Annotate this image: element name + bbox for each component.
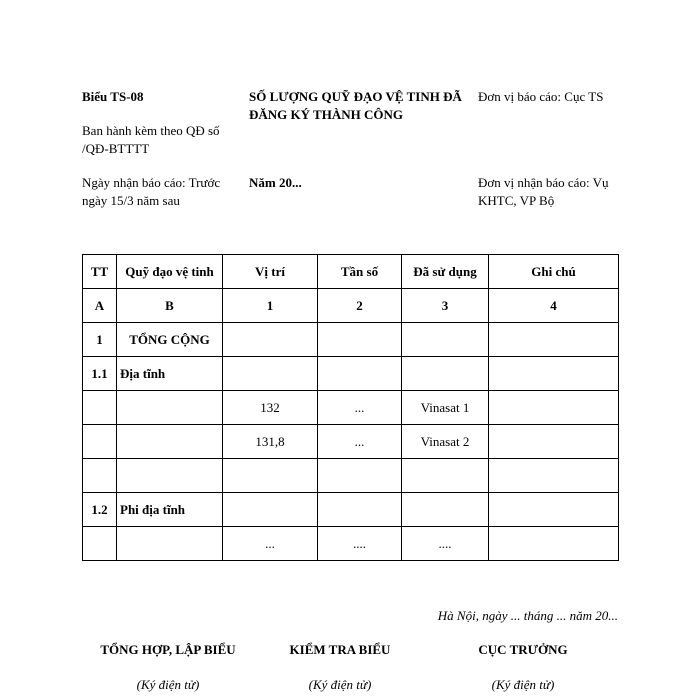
table-cell: Vinasat 2 <box>402 425 489 459</box>
table-header-row <box>83 255 619 289</box>
issued-by-note: Ban hành kèm theo QĐ số /QĐ-BTTTT <box>82 123 220 156</box>
table-cell <box>117 391 223 425</box>
table-cell: ... <box>318 425 402 459</box>
signature-note: (Ký điện tử) <box>308 677 372 692</box>
column-code: 1 <box>223 289 318 323</box>
column-code: A <box>83 289 117 323</box>
table-cell <box>223 493 318 527</box>
table-cell <box>318 323 402 357</box>
signature-title-director: CỤC TRƯỞNG <box>478 642 568 657</box>
table-cell <box>489 323 619 357</box>
table-cell <box>223 323 318 357</box>
column-code: B <box>117 289 223 323</box>
table-cell <box>402 459 489 493</box>
column-header: Vị trí <box>223 255 318 289</box>
table-cell <box>489 459 619 493</box>
table-cell <box>223 357 318 391</box>
table-cell: 1 <box>83 323 117 357</box>
receive-date-note: Ngày nhận báo cáo: Trước ngày 15/3 năm sau <box>82 175 221 208</box>
table-code-row <box>83 289 619 323</box>
column-code: 4 <box>489 289 619 323</box>
table-cell <box>402 493 489 527</box>
table-cell: 131,8 <box>223 425 318 459</box>
table-row <box>83 459 619 493</box>
column-header: Ghi chú <box>489 255 619 289</box>
table-cell: .... <box>402 527 489 561</box>
table-cell <box>117 459 223 493</box>
column-code: 2 <box>318 289 402 323</box>
table-cell <box>489 493 619 527</box>
reporting-unit: Đơn vị báo cáo: Cục TS <box>478 89 604 104</box>
table-cell <box>402 323 489 357</box>
table-cell <box>117 527 223 561</box>
column-header: Tần số <box>318 255 402 289</box>
table-cell <box>489 357 619 391</box>
signature-title-checker: KIỂM TRA BIỂU <box>289 642 391 657</box>
table-cell: 1.2 <box>83 493 117 527</box>
date-line: Hà Nội, ngày ... tháng ... năm 20... <box>437 608 618 623</box>
table-cell: ... <box>223 527 318 561</box>
table-cell <box>117 425 223 459</box>
table-row <box>83 493 619 527</box>
table-cell <box>83 391 117 425</box>
table-row <box>83 425 619 459</box>
table-cell: Vinasat 1 <box>402 391 489 425</box>
receiving-unit: Đơn vị nhận báo cáo: Vụ KHTC, VP Bộ <box>478 175 609 208</box>
signature-note: (Ký điện tử) <box>491 677 555 692</box>
form-code: Biểu TS-08 <box>82 89 144 104</box>
table-row <box>83 357 619 391</box>
report-year: Năm 20... <box>249 175 302 190</box>
table-cell <box>83 459 117 493</box>
signature-note: (Ký điện tử) <box>136 677 200 692</box>
column-code: 3 <box>402 289 489 323</box>
table-cell <box>489 425 619 459</box>
signature-title-compiler: TỔNG HỢP, LẬP BIỂU <box>100 642 236 657</box>
table-cell: Địa tĩnh <box>117 357 223 391</box>
table-cell <box>83 527 117 561</box>
column-header: Quỹ đạo vệ tinh <box>117 255 223 289</box>
table-cell <box>318 459 402 493</box>
table-cell: TỔNG CỘNG <box>117 323 223 357</box>
column-header: TT <box>83 255 117 289</box>
satellite-orbit-table <box>82 254 619 561</box>
table-cell <box>318 357 402 391</box>
table-cell: ... <box>318 391 402 425</box>
table-cell <box>223 459 318 493</box>
table-row <box>83 391 619 425</box>
table-row <box>83 323 619 357</box>
table-cell <box>489 391 619 425</box>
table-cell: 1.1 <box>83 357 117 391</box>
table-cell: Phi địa tĩnh <box>117 493 223 527</box>
table-cell <box>489 527 619 561</box>
table-cell: 132 <box>223 391 318 425</box>
table-cell: .... <box>318 527 402 561</box>
table-cell <box>83 425 117 459</box>
table-cell <box>402 357 489 391</box>
report-title: SỐ LƯỢNG QUỸ ĐẠO VỆ TINH ĐÃ ĐĂNG KÝ THÀNH CÔNG <box>249 89 462 122</box>
column-header: Đã sử dụng <box>402 255 489 289</box>
table-cell <box>318 493 402 527</box>
table-row <box>83 527 619 561</box>
